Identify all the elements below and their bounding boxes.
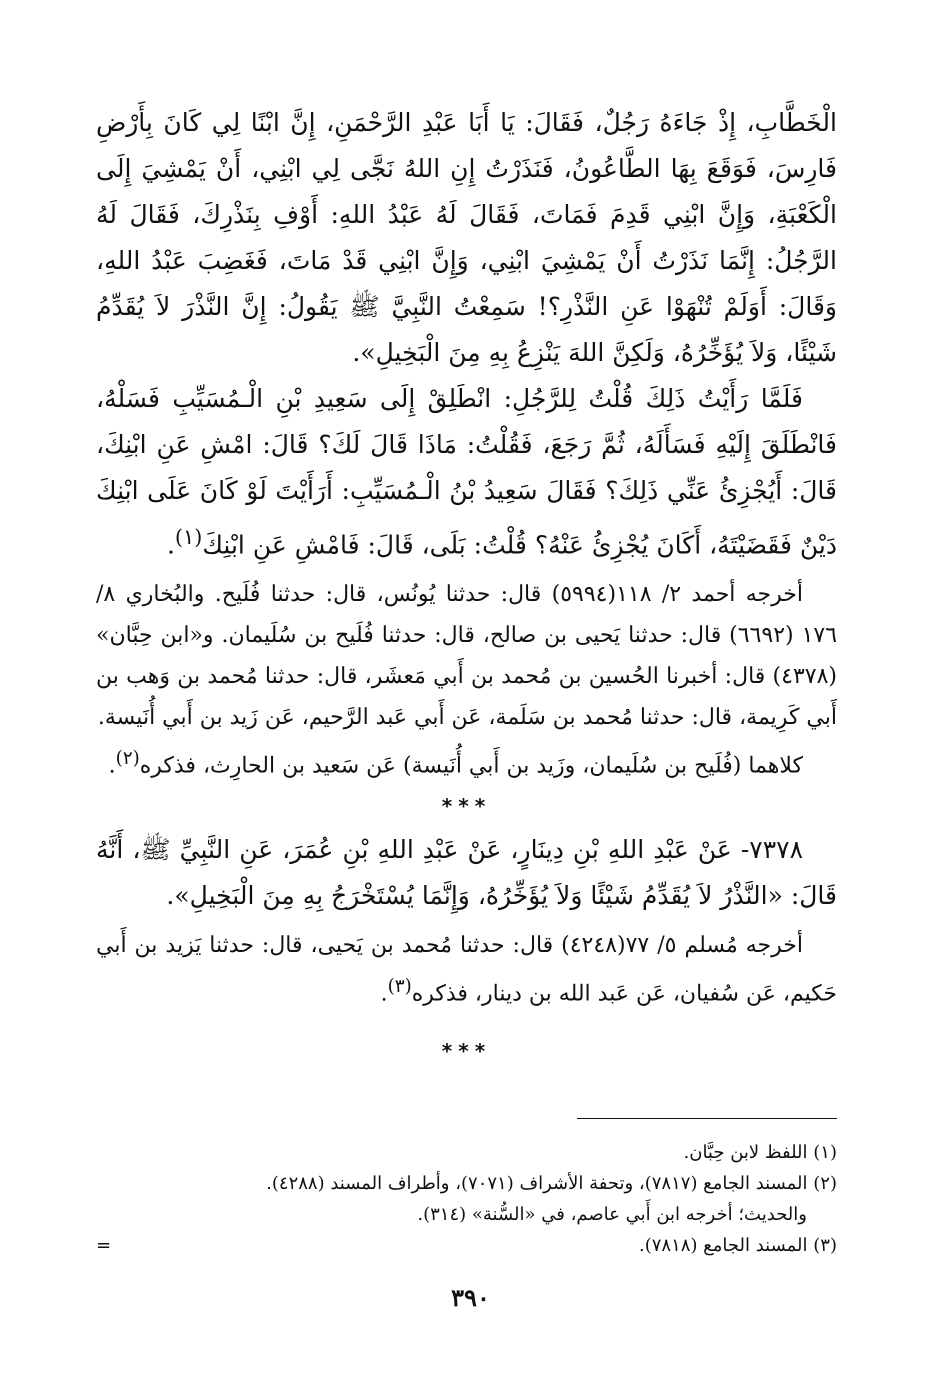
takhrij-text-2: أخرجه مُسلم ٥/ ٧٧(٤٢٤٨) قال: حدثنا مُحمد بن يَحيى، قال: حدثنا يَزيد بن أَبي حَكيم، عَن سُفيان، عَن عَبد الله بن دينار، فذكره [96,932,837,1006]
footnote-ref-3[interactable]: (٣) [387,975,412,997]
footnote-ref-2[interactable]: (٢) [115,748,140,770]
footnote-divider [577,1118,837,1119]
footnote-2-continued: والحديث؛ أخرجه ابن أَبي عاصم، في «السُّنة» (٣١٤). [417,1203,807,1225]
hadith-7378-text: ٧٣٧٨- عَنْ عَبْدِ اللهِ بْنِ دِينَارٍ، عَنْ عَبْدِ اللهِ بْنِ عُمَرَ، عَنِ النَّبِيِّ ﷺ، أَنَّهُ قَالَ: «النَّذْرُ لاَ يُقَدِّمُ شَيْئًا وَلاَ يُؤَخِّرُهُ، وَإِنَّمَا يُسْتَخْرَجُ بِهِ مِنَ الْبَخِيلِ». [96,834,837,910]
hadith-text-part-1: الْخَطَّابِ، إِذْ جَاءَهُ رَجُلٌ، فَقَالَ: يَا أَبَا عَبْدِ الرَّحْمَنِ، إِنَّ ابْنًا لِي كَانَ بِأَرْضِ فَارِسَ، فَوَقَعَ بِهَا الطَّاعُونُ، فَنَذَرْتُ إِنِ اللهُ نَجَّى لِي ابْنِي، أَنْ يَمْشِيَ إِلَى الْكَعْبَةِ، وَإِنَّ ابْنِي قَدِمَ فَمَاتَ، فَقَالَ لَهُ عَبْدُ اللهِ: أَوْفِ بِنَذْرِكَ، فَقَالَ لَهُ الرَّجُلُ: إِنَّمَا نَذَرْتُ أَنْ يَمْشِيَ ابْنِي، وَإِنَّ ابْنِي قَدْ مَاتَ، فَغَضِبَ عَبْدُ اللهِ، وَقَالَ: أَوَلَمْ تُنْهَوْا عَنِ النَّذْرِ؟! سَمِعْتُ النَّبِيَّ ﷺ يَقُولُ: إِنَّ النَّذْرَ لاَ يُقَدِّمُ شَيْئًا، وَلاَ يُؤَخِّرُهُ، وَلَكِنَّ اللهَ يَنْزِعُ بِهِ مِنَ الْبَخِيلِ». [96,108,837,367]
hadith-text-continued [96,100,837,376]
takhrij-text-1b: كلاهما (فُلَيح بن سُلَيمان، وزَيد بن أَبي أُنَيسة) عَن سَعيد بن الحارِث، فذكره [139,753,803,779]
hadith-narration-paragraph [96,376,837,568]
takhrij-paragraph-1b [96,738,837,786]
footnote-ref-1[interactable]: (١) [174,525,203,549]
footnote-3: (٣) المسند الجامع (٧٨١٨). [639,1234,837,1256]
section-separator-stars-2: *** [441,1038,492,1063]
period: . [380,980,388,1006]
hadith-7378-paragraph [96,827,837,919]
section-separator-stars: *** [441,793,492,818]
footnote-2: (٢) المسند الجامع (٧٨١٧)، وتحفة الأشراف (٧٠٧١)، وأطراف المسند (٤٢٨٨). [266,1172,837,1194]
period: . [166,530,175,560]
page-number: ٣٩٠ [451,1283,490,1312]
takhrij-text-1: أخرجه أحمد ٢/ ١١٨(٥٩٩٤) قال: حدثنا يُونُس، قال: حدثنا فُلَيح. والبُخاري ٨/ ١٧٦ (٦٦٩٢) قال: حدثنا يَحيى بن صالح، قال: حدثنا فُلَيح بن سُلَيمان. و«ابن حِبَّان» (٤٣٧٨) قال: أخبرنا الحُسين بن مُحمد بن أَبي مَعشَر، قال: حدثنا مُحمد بن وَهب بن أَبي كَرِيمة، قال: حدثنا مُحمد بن سَلَمة، عَن أَبي عَبد الرَّحيم، عَن زَيد بن أَبي أُنَيسة. [96,582,838,731]
takhrij-paragraph-1 [96,574,837,738]
period: . [108,753,116,779]
footnote-3-row [96,1230,837,1261]
hadith-text-part-2: فَلَمَّا رَأَيْتُ ذَلِكَ قُلْتُ لِلرَّجُلِ: انْطَلِقْ إِلَى سَعِيدِ بْنِ الْـمُسَيِّبِ فَسَلْهُ، فَانْطَلَقَ إِلَيْهِ فَسَأَلَهُ، ثُمَّ رَجَعَ، فَقُلْتُ: مَاذَا قَالَ لَكَ؟ قَالَ: امْشِ عَنِ ابْنِكَ، قَالَ: أَيُجْزِئُ عَنِّي ذَلِكَ؟ فَقَالَ سَعِيدُ بْنُ الْـمُسَيِّبِ: أَرَأَيْتَ لَوْ كَانَ عَلَى ابْنِكَ دَيْنٌ فَقَضَيْتَهُ، أَكَانَ يُجْزِئُ عَنْهُ؟ قُلْتُ: بَلَى، قَالَ: فَامْشِ عَنِ ابْنِكَ [96,384,837,560]
takhrij-paragraph-2 [96,925,837,1014]
footnote-1: (١) اللفظ لابن حِبَّان. [683,1141,837,1163]
continuation-mark: = [96,1234,112,1256]
